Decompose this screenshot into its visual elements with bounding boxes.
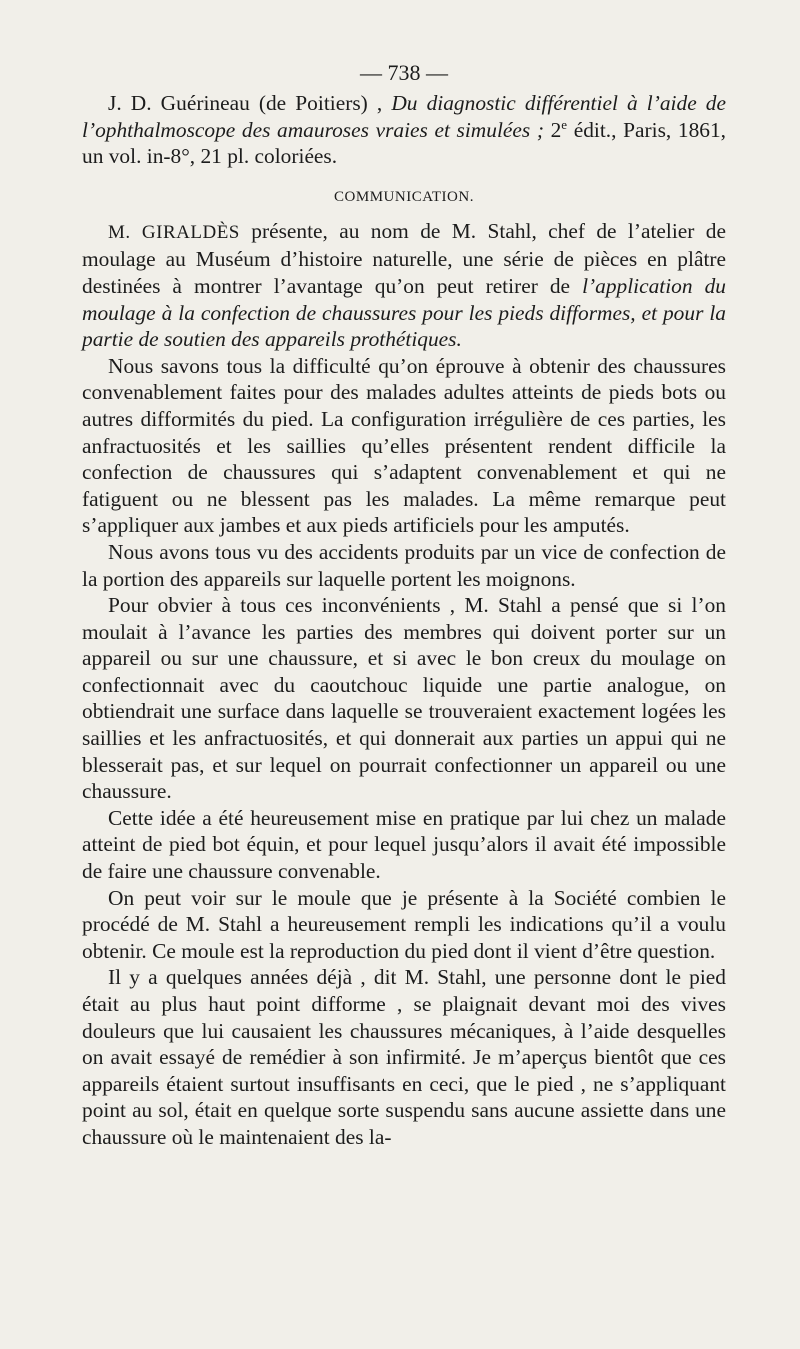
page-number: — 738 — [360, 60, 448, 85]
section-title: COMMUNICATION. [334, 188, 474, 205]
paragraph: Il y a quelques années déjà , dit M. Stahl, une personne dont le pied était au plus haut point difforme , se plaignait devant moi des vives douleurs que lui causaient les chaussures mécaniques, à l’aide desquelles on avait essayé de remédier à son infirmité. Je m’aperçus bientôt que ces appareils étaient surtout insuffisants en ceci, que le pied , ne s’appliquant point au sol, était en quelque sorte suspendu sans aucune assiette dans une chaussure où le maintenaient des la- [82, 965, 726, 1149]
bibliography-entry [82, 90, 726, 170]
bibliography-author: J. D. Guérineau (de Poitiers) , [108, 91, 383, 115]
bibliography-details: édit., Paris, 1861, un vol. in-8°, 21 pl. coloriées. [82, 117, 726, 169]
paragraph-italic: l’application du moulage à la confection de chaussures pour les pieds difformes, et pour la partie de soutien des appareils prothétiques. [82, 273, 726, 352]
paragraph-text: présente, au nom de M. Stahl, chef de l’atelier de moulage au Muséum d’histoire naturelle, une série de pièces en plâtre destinées à montrer l’avantage qu’on peut retirer de [82, 218, 726, 298]
paragraph: Pour obvier à tous ces inconvénients , M. Stahl a pensé que si l’on moulait à l’avance les parties des membres qui doivent porter sur un appareil ou sur une chaussure, et si avec le bon creux du moulage on confectionnait avec du caoutchouc liquide une partie analogue, on obtiendrait une surface dans laquelle se trouveraient exactement logées les saillies et les anfractuosités, et qui donnerait aux parties un appui qui ne blesserait pas, et sur lequel on pourrait confectionner un appareil ou une chaussure. [82, 593, 726, 804]
paragraph: Nous savons tous la difficulté qu’on éprouve à obtenir des chaussures convenablement faites pour des malades adultes atteints de pieds bots ou autres difformités du pied. La configuration irrégulière de ces parties, les anfractuosités et les saillies qu’elles présentent rendent difficile la confection de chaussures qui s’adaptent convenablement et qui ne fatiguent ou ne blessent pas les malades. La même remarque peut s’appliquer aux jambes et aux pieds artificiels pour les amputés. [82, 353, 726, 538]
paragraph: Nous avons tous vu des accidents produits par un vice de confection de la portion des appareils sur laquelle portent les moignons. [82, 539, 726, 591]
bibliography-title: Du diagnostic différentiel à l’aide de l’ophthalmoscope des amauroses vraies et simulées ; [82, 91, 726, 142]
bibliography-edition-sup: e [561, 116, 568, 132]
paragraph [82, 218, 726, 353]
paragraph: On peut voir sur le moule que je présente à la Société combien le procédé de M. Stahl a heureusement rempli les indications qu’il a voulu obtenir. Ce moule est la reproduction du pied dont il vient d’être question. [82, 885, 726, 963]
speaker-name: M. GIRALDÈS [108, 221, 240, 243]
paragraph: Cette idée a été heureusement mise en pratique par lui chez un malade atteint de pied bot équin, et pour lequel jusqu’alors il avait été impossible de faire une chaussure convenable. [82, 805, 726, 884]
bibliography-edition: 2 [550, 117, 562, 142]
